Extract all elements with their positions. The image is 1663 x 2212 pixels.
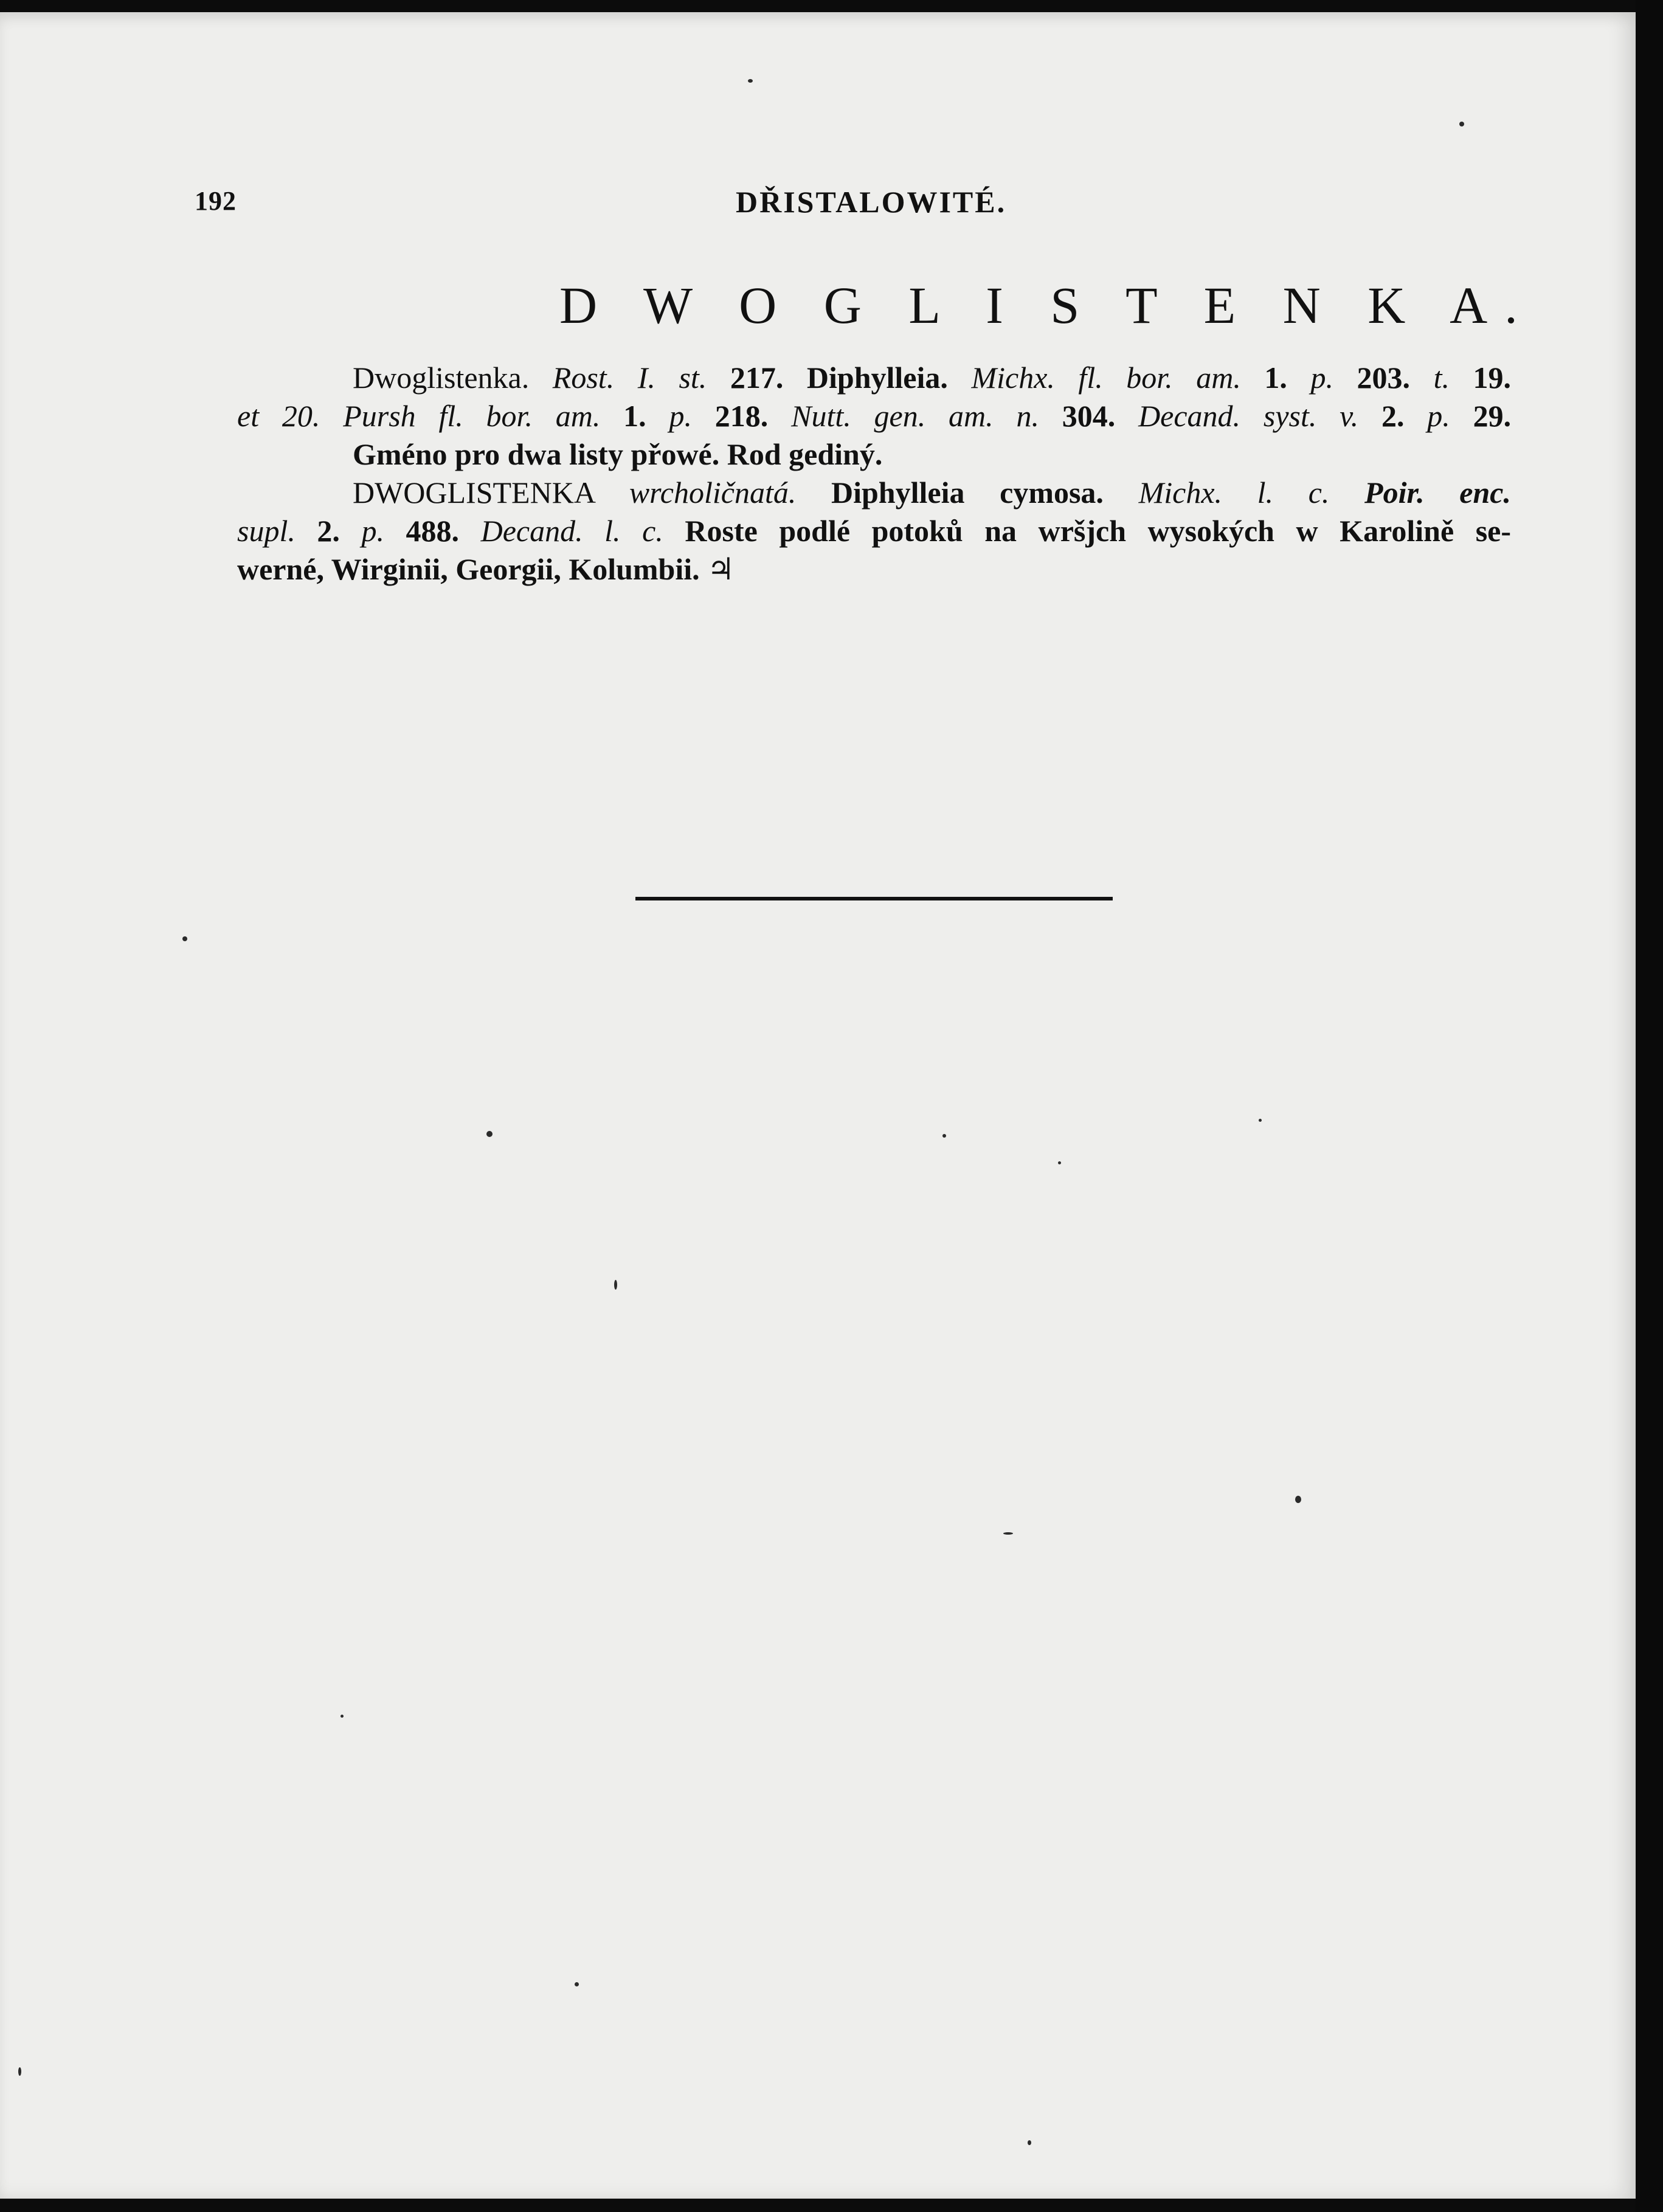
scan-speck — [942, 1134, 946, 1138]
text-line: et 20. Pursh fl. bor. am. 1. p. 218. Nutt. gen. am. n. 304. Decand. syst. v. 2. p. 29. — [237, 399, 1512, 433]
entry-body — [237, 359, 1511, 589]
running-head: DŘISTALOWITÉ. — [736, 185, 1007, 219]
scan-speck — [1459, 122, 1464, 126]
text-line: Dwoglistenka. Rost. I. st. 217. Diphylleia. Michx. fl. bor. am. 1. p. 203. t. 19. — [353, 361, 1512, 395]
scan-speck — [575, 1982, 579, 1986]
scan-speck — [18, 2067, 21, 2076]
scan-speck — [182, 936, 187, 941]
text-line: werné, Wirginii, Georgii, Kolumbii. ♃ — [237, 552, 735, 586]
scan-speck — [1295, 1496, 1301, 1503]
scan-speck — [1028, 2140, 1031, 2145]
book-page — [0, 12, 1636, 2199]
scan-speck — [486, 1131, 493, 1137]
page-number: 192 — [195, 186, 237, 216]
text-line: DWOGLISTENKA wrcholičnatá. Diphylleia cymosa. Michx. l. c. Poir. enc. — [353, 475, 1512, 510]
scan-speck — [341, 1715, 344, 1718]
scan-speck — [1003, 1532, 1013, 1535]
scan-speck — [1058, 1161, 1061, 1164]
page-shading — [0, 12, 1636, 2199]
scan-speck — [614, 1280, 617, 1290]
scan-speck — [1259, 1119, 1262, 1122]
text-line: Gméno pro dwa listy přowé. Rod gediný. — [353, 437, 883, 471]
text-line: supl. 2. p. 488. Decand. l. c. Roste podlé potoků na wršjch wysokých w Karolině se- — [237, 514, 1512, 548]
genus-title: D W O G L I S T E N K A. — [559, 276, 1535, 334]
scan-speck — [748, 79, 753, 83]
end-rule — [635, 897, 1113, 900]
scan-right-edge — [1636, 0, 1663, 2212]
